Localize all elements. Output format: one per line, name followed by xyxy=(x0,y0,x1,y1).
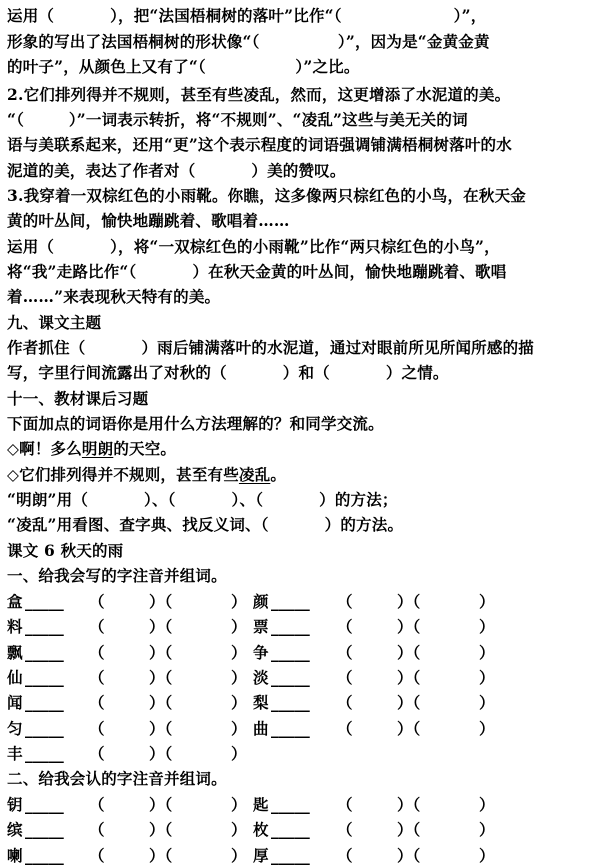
pinyin-blank[interactable]: _____ xyxy=(271,592,310,611)
paren-open: （ xyxy=(337,667,353,687)
word-blank[interactable]: ）（ xyxy=(149,820,173,840)
char-right: 枚 xyxy=(253,820,269,840)
word-blank[interactable]: ）（ xyxy=(149,743,173,763)
char-left: 丰 xyxy=(7,743,23,763)
pinyin-blank[interactable]: _____ xyxy=(271,617,310,637)
paren-open: （ xyxy=(337,845,353,865)
paren-open: （ xyxy=(337,693,353,713)
paren-open: （ xyxy=(337,642,353,662)
paren-close: ） xyxy=(479,642,495,662)
pinyin-blank[interactable]: _____ xyxy=(271,718,310,738)
paren-close: ） xyxy=(479,693,495,713)
paren-close: ） xyxy=(479,617,495,637)
pinyin-blank[interactable]: _____ xyxy=(25,592,64,611)
char-right: 颜 xyxy=(253,592,269,611)
text-line: 泥道的美，表达了作者对（ ）美的赞叹。 xyxy=(7,161,346,180)
word-blank[interactable]: ）（ xyxy=(397,693,421,713)
paren-open: （ xyxy=(337,795,353,814)
word-blank[interactable]: ）（ xyxy=(397,617,421,637)
word-blank[interactable]: ）（ xyxy=(397,718,421,738)
char-right: 匙 xyxy=(253,795,269,814)
pinyin-blank[interactable]: _____ xyxy=(271,795,310,814)
char-left: 匀 xyxy=(7,718,23,738)
paren-open: （ xyxy=(89,617,105,637)
pinyin-blank[interactable]: _____ xyxy=(25,642,64,662)
section-heading: 一、给我会写的字注音并组词。 xyxy=(7,566,227,585)
char-left: 仙 xyxy=(7,667,23,687)
word-blank[interactable]: ）（ xyxy=(149,667,173,687)
text-line: 将“我”走路比作“（ ）在秋天金黄的叶丛间，愉快地蹦跳着、歌唱 xyxy=(7,262,507,281)
char-left: 缤 xyxy=(7,820,23,840)
paren-close: ） xyxy=(231,743,247,763)
word-blank[interactable]: ）（ xyxy=(397,820,421,840)
paren-close: ） xyxy=(231,718,247,738)
word-blank[interactable]: ）（ xyxy=(149,592,173,611)
section-heading: 十一、教材课后习题 xyxy=(7,389,149,408)
paren-open: （ xyxy=(337,592,353,611)
paren-close: ） xyxy=(479,795,495,814)
char-left: 闻 xyxy=(7,693,23,713)
char-left: 料 xyxy=(7,617,23,637)
paren-open: （ xyxy=(89,845,105,865)
word-blank[interactable]: ）（ xyxy=(397,795,421,814)
text-line: 写，字里行间流露出了对秋的（ ）和（ ）之情。 xyxy=(7,363,449,382)
text-line: 的叶子”，从颜色上又有了“（ ）”之比。 xyxy=(7,57,360,76)
char-right: 厚 xyxy=(253,845,269,865)
bullet-sentence: ◇它们排列得并不规则，甚至有些凌乱。 xyxy=(7,465,287,484)
text-line: 作者抓住（ ）雨后铺满落叶的水泥道，通过对眼前所见所闻所感的描 xyxy=(7,338,534,357)
pinyin-blank[interactable]: _____ xyxy=(25,743,64,763)
paren-open: （ xyxy=(89,718,105,738)
paren-open: （ xyxy=(89,820,105,840)
text-line: 运用（ ），将“一双棕红色的小雨靴”比作“两只棕红色的小鸟”， xyxy=(7,237,500,256)
char-right: 票 xyxy=(253,617,269,637)
paren-close: ） xyxy=(231,795,247,814)
text-line: 下面加点的词语你是用什么方法理解的？和同学交流。 xyxy=(7,414,384,433)
char-right: 争 xyxy=(253,642,269,662)
paren-close: ） xyxy=(231,592,247,611)
paren-close: ） xyxy=(479,820,495,840)
char-left: 喇 xyxy=(7,845,23,865)
paren-open: （ xyxy=(337,820,353,840)
paren-open: （ xyxy=(89,693,105,713)
word-blank[interactable]: ）（ xyxy=(149,845,173,865)
text-line: 黄的叶丛间，愉快地蹦跳着、歌唱着…… xyxy=(7,211,290,230)
word-blank[interactable]: ）（ xyxy=(397,845,421,865)
paren-close: ） xyxy=(479,592,495,611)
paren-open: （ xyxy=(89,592,105,611)
paren-close: ） xyxy=(479,718,495,738)
paren-close: ） xyxy=(231,642,247,662)
pinyin-blank[interactable]: _____ xyxy=(271,642,310,662)
answer-line: “凌乱”用看图、查字典、找反义词、（ ）的方法。 xyxy=(7,515,404,534)
word-blank[interactable]: ）（ xyxy=(397,642,421,662)
section-heading: 二、给我会认的字注音并组词。 xyxy=(7,769,227,788)
section-heading: 九、课文主题 xyxy=(7,313,102,332)
paren-open: （ xyxy=(89,667,105,687)
text-line: 着……”来表现秋天特有的美。 xyxy=(7,287,221,306)
pinyin-blank[interactable]: _____ xyxy=(25,795,64,814)
text-line: 语与美联系起来，还用“更”这个表示程度的词语强调铺满梧桐树落叶的水 xyxy=(7,135,512,154)
paren-close: ） xyxy=(231,845,247,865)
char-left: 盒 xyxy=(7,592,23,611)
text-line: 2.它们排列得并不规则，甚至有些凌乱，然而，这更增添了水泥道的美。 xyxy=(7,85,511,104)
paren-open: （ xyxy=(89,795,105,814)
word-blank[interactable]: ）（ xyxy=(149,693,173,713)
paren-open: （ xyxy=(89,642,105,662)
lesson-title: 课文 6 秋天的雨 xyxy=(7,541,124,560)
word-blank[interactable]: ）（ xyxy=(149,617,173,637)
paren-close: ） xyxy=(231,693,247,713)
pinyin-blank[interactable]: _____ xyxy=(25,617,64,637)
pinyin-blank[interactable]: _____ xyxy=(25,845,64,865)
word-blank[interactable]: ）（ xyxy=(149,795,173,814)
paren-open: （ xyxy=(89,743,105,763)
paren-close: ） xyxy=(231,667,247,687)
char-right: 梨 xyxy=(253,693,269,713)
pinyin-blank[interactable]: _____ xyxy=(25,718,64,738)
text-line: 形象的写出了法国梧桐树的形状像“（ ）”，因为是“金黄金黄 xyxy=(7,32,490,51)
char-right: 曲 xyxy=(253,718,269,738)
paren-close: ） xyxy=(479,845,495,865)
pinyin-blank[interactable]: _____ xyxy=(271,693,310,713)
word-blank[interactable]: ）（ xyxy=(397,667,421,687)
char-left: 钥 xyxy=(7,795,23,814)
paren-open: （ xyxy=(337,617,353,637)
paren-open: （ xyxy=(337,718,353,738)
paren-close: ） xyxy=(231,617,247,637)
pinyin-blank[interactable]: _____ xyxy=(25,820,64,840)
word-blank[interactable]: ）（ xyxy=(149,718,173,738)
pinyin-blank[interactable]: _____ xyxy=(271,845,310,865)
paren-close: ） xyxy=(479,667,495,687)
text-line: “（ ）”一词表示转折，将“不规则”、“凌乱”这些与美无关的词 xyxy=(7,110,468,129)
pinyin-blank[interactable]: _____ xyxy=(271,820,310,840)
pinyin-blank[interactable]: _____ xyxy=(271,667,310,687)
pinyin-blank[interactable]: _____ xyxy=(25,693,64,713)
text-line: 3.我穿着一双棕红色的小雨靴。你瞧，这多像两只棕红色的小鸟，在秋天金 xyxy=(7,186,526,205)
answer-line: “明朗”用（ ）、（ ）、（ ）的方法； xyxy=(7,490,398,509)
char-right: 淡 xyxy=(253,667,269,687)
word-blank[interactable]: ）（ xyxy=(397,592,421,611)
text-line: 运用（ ），把“法国梧桐树的落叶”比作“（ ）”， xyxy=(7,6,487,25)
word-blank[interactable]: ）（ xyxy=(149,642,173,662)
paren-close: ） xyxy=(231,820,247,840)
bullet-sentence: ◇啊！多么明朗的天空。 xyxy=(7,439,177,458)
pinyin-blank[interactable]: _____ xyxy=(25,667,64,687)
char-left: 飘 xyxy=(7,642,23,662)
